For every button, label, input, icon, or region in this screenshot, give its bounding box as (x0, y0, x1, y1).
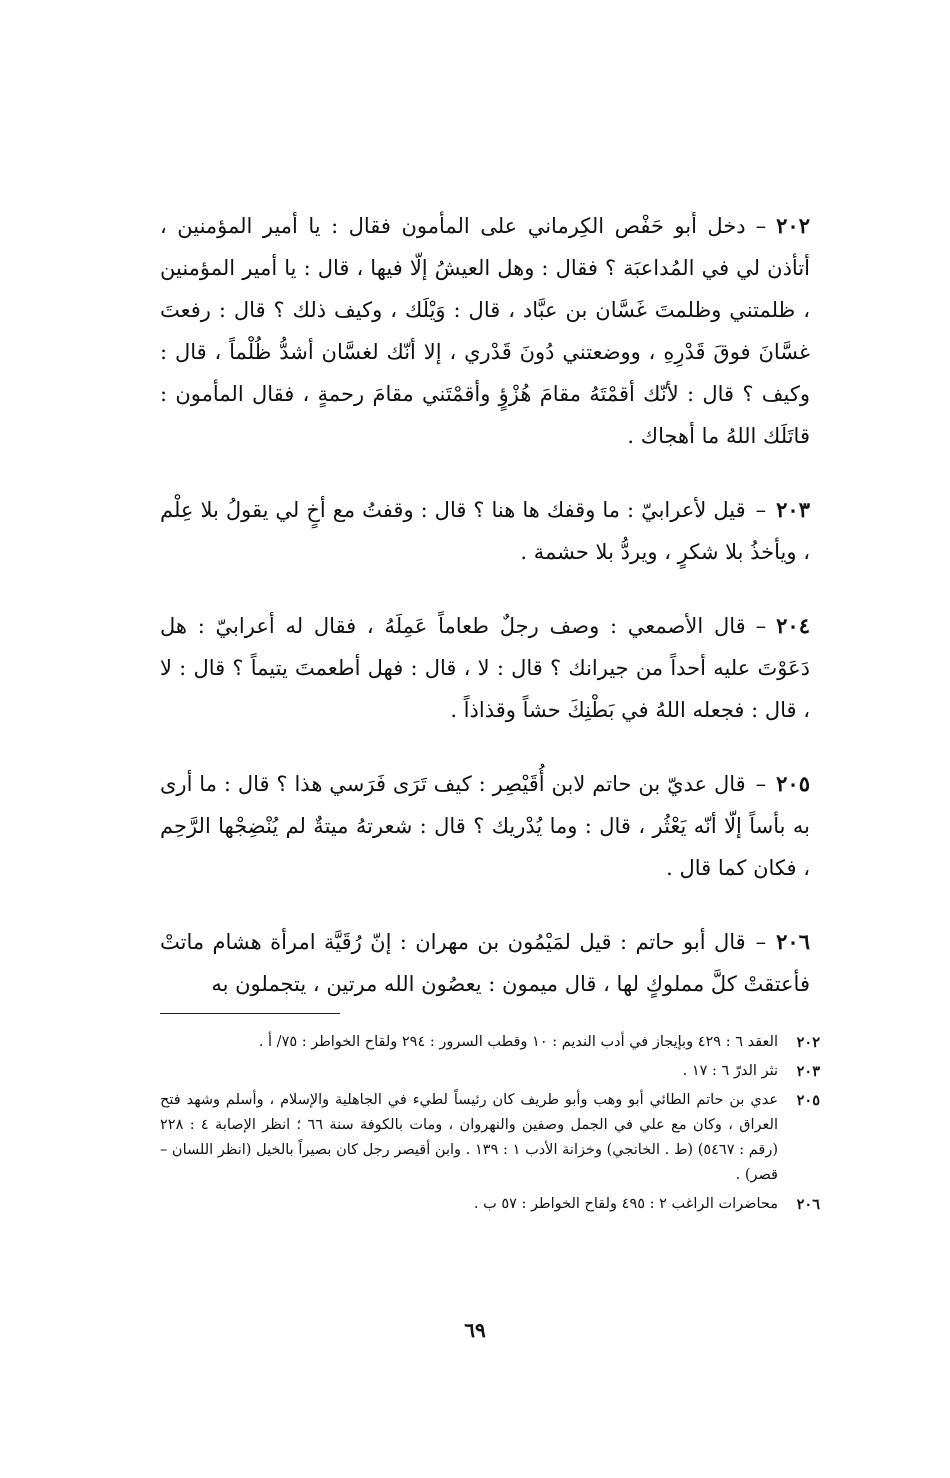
entry-text: قال أبو حاتم : قيل لمَيْمُون بن مهران : إنّ رُقَيَّة امرأة هشام ماتتْ فأعتقتْ كلَّ مملوكٍ لها ، قال ميمون : يعصُون الله مرتين ، يتجملون به (160, 930, 810, 996)
footnote-text: محاضرات الراغب ٢ : ٤٩٥ ولقاح الخواطر : ٥٧ ب . (473, 1196, 778, 1212)
entry-dash: – (755, 930, 767, 954)
entry-203 (160, 489, 810, 573)
entry-number: ٢٠٢ (776, 213, 810, 238)
footnote-text: العقد ٦ : ٤٢٩ وبإيجاز في أدب النديم : ١٠ وقطب السرور : ٢٩٤ ولقاح الخواطر : ٧٥/ أ . (258, 1034, 778, 1050)
page-number: ٦٩ (464, 1318, 486, 1342)
footnote-203 (160, 1059, 820, 1084)
footnote-number: ٢٠٢ (796, 1034, 820, 1051)
entry-dash: – (755, 772, 767, 796)
footnote-number: ٢٠٥ (796, 1092, 820, 1109)
footnote-text: نثر الدرّ ٦ : ١٧ . (682, 1063, 778, 1079)
footnote-202 (160, 1030, 820, 1055)
footnote-divider (160, 1013, 340, 1014)
entry-text: قيل لأعرابيّ : ما وقفك ها هنا ؟ قال : وقفتُ مع أخٍ لي يقولُ بلا عِلْم ، ويأخذُ بلا شكرٍ ، ويردُّ بلا حشمة . (160, 498, 810, 564)
entry-205 (160, 763, 810, 889)
footnote-206 (160, 1192, 820, 1217)
entry-dash: – (755, 498, 767, 522)
entry-number: ٢٠٣ (776, 497, 810, 522)
entry-text: قال الأصمعي : وصف رجلٌ طعاماً عَمِلَهُ ، فقال له أعرابيّ : هل دَعَوْتَ عليه أحداً من جيرانك ؟ قال : لا ، قال : فهل أطعمتَ يتيماً ؟ قال : لا ، قال : فجعله اللهُ في بَطْنِكَ حشاً وقذاذاً . (160, 614, 810, 722)
entry-number: ٢٠٥ (776, 771, 810, 796)
entry-dash: – (755, 614, 767, 638)
entry-text: دخل أبو حَفْص الكِرماني على المأمون فقال : يا أمير المؤمنين ، أتأذن لي في المُداعبَة ؟ فقال : وهل العيشُ إلّا فيها ، قال : يا أمير المؤمنين ، ظلمتني وظلمتَ غَسَّان بن عبَّاد ، قال : وَيْلَك ، وكيف ذلك ؟ قال : رفعتَ غسَّانَ فوقَ قَدْرِهِ ، ووضعتني دُونَ قَدْري ، إلا أنّك لغسَّان أشدُّ ظُلْماً ، قال : وكيف ؟ قال : لأنّك أقمْتَهُ مقامَ هُزْؤٍ وأقمْتَني مقامَ رحمةٍ ، فقال المأمون : قاتَلَك اللهُ ما أهجاك . (160, 214, 810, 448)
footnotes (160, 1030, 820, 1221)
entry-number: ٢٠٦ (776, 929, 810, 954)
footnote-number: ٢٠٣ (796, 1063, 820, 1080)
entry-206 (160, 921, 810, 1005)
entry-202 (160, 205, 810, 457)
entry-number: ٢٠٤ (776, 613, 810, 638)
entry-204 (160, 605, 810, 731)
entry-text: قال عديّ بن حاتم لابن أُقَيْصِر : كيف تَرَى فَرَسي هذا ؟ قال : ما أرى به بأساً إلّا أنّه يَعْثُر ، قال : وما يُدْريك ؟ قال : شعرتهُ ميتةٌ لم يُنْضِجْها الرَّحِم ، فكان كما قال . (160, 772, 810, 880)
footnote-205 (160, 1088, 820, 1188)
main-text (160, 205, 810, 1037)
footnote-number: ٢٠٦ (796, 1196, 820, 1213)
footnote-text: عدي بن حاتم الطائي أبو وهب وأبو طريف كان رئيساً لطيء في الجاهلية والإسلام ، وأسلم وشهد فتح العراق ، وكان مع علي في الجمل وصفين والنهروان ، ومات بالكوفة سنة ٦٦ ؛ انظر الإصابة ٤ : ٢٢٨ (رقم : ٥٤٦٧) (ط . الخانجي) وخزانة الأدب ١ : ١٣٩ . وابن أقيصر رجل كان بصيراً بالخيل (انظر اللسان – قصر) . (160, 1092, 778, 1183)
entry-dash: – (755, 214, 767, 238)
